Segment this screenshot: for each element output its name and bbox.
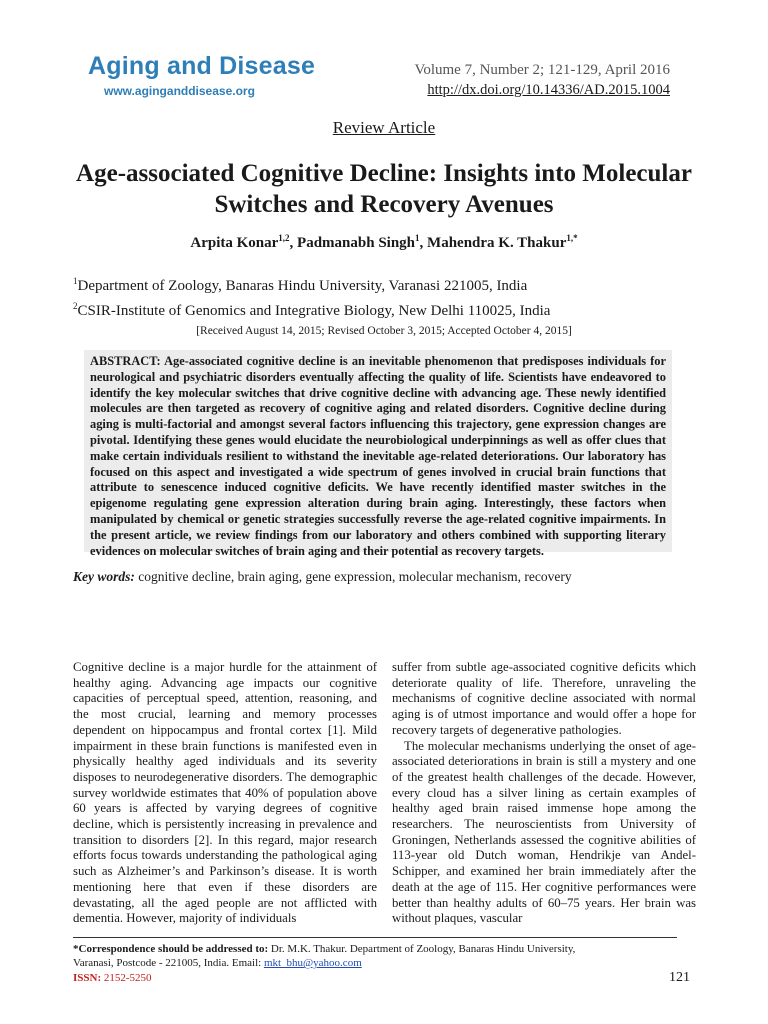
email-link[interactable]: mkt_bhu@yahoo.com — [263, 957, 362, 969]
affiliation-item — [73, 271, 550, 296]
body-paragraph: The molecular mechanisms underlying the onset of age-associated deteriorations in brain is still a mystery and one of the greatest health challenges of the decade. However, every cloud has a silver lining as certain examples of healthy aged brain raised immense hope among the researchers. The neuroscientists from University of Groningen, Netherlands assessed the cognitive abilities of 113-year old Dutch woman, Hendrikje van Andel-Schipper, and examined her brain immediately after the death at the age of 115. Her cognitive performances were better than healthy adults of 60–75 years. Her brain was without plaques, vascular — [392, 738, 696, 926]
journal-url[interactable]: www.aginganddisease.org — [104, 84, 255, 98]
correspondence-label: *Correspondence should be addressed to: — [73, 943, 269, 955]
correspondence-footnote — [73, 942, 673, 970]
author-name: Mahendra K. Thakur — [427, 235, 567, 251]
abstract-box — [84, 350, 672, 558]
body-column-right — [392, 660, 696, 927]
doi-link[interactable]: http://dx.doi.org/10.14336/AD.2015.1004 — [427, 82, 670, 98]
author-affiliation-mark: 1 — [415, 233, 420, 243]
author-separator: , — [289, 235, 298, 251]
authors — [0, 233, 768, 252]
affiliation-text: CSIR-Institute of Genomics and Integrative Biology, New Delhi 110025, India — [77, 303, 551, 319]
page-number: 121 — [669, 970, 690, 985]
body-column-left — [73, 660, 377, 927]
author-affiliation-mark: 1,2 — [278, 233, 290, 243]
issn-value: 2152-5250 — [101, 972, 152, 984]
journal-title: Aging and Disease — [88, 52, 316, 80]
keywords — [73, 569, 572, 585]
volume-line: Volume 7, Number 2; 121-129, April 2016 — [414, 62, 670, 78]
author-name: Arpita Konar — [190, 235, 279, 251]
issn-label: ISSN: — [73, 972, 102, 984]
correspondence-line2: Varanasi, Postcode - 221005, India. Email: — [73, 957, 264, 969]
affiliation-mark: 2 — [73, 301, 78, 311]
author-affiliation-mark: 1,* — [566, 233, 578, 243]
body-paragraph: suffer from subtle age-associated cognitive deficits which deteriorate quality of life. Therefore, unraveling the mechanisms of cognitive decline associated with normal aging is of utmost importance and would offer a hope for recovery targets of degenerative pathologies. — [392, 660, 696, 737]
article-title: Age-associated Cognitive Decline: Insights into Molecular Switches and Recovery Avenues — [76, 160, 692, 218]
affiliations — [73, 271, 550, 321]
author-separator: , — [419, 235, 428, 251]
body-paragraph: Cognitive decline is a major hurdle for the attainment of healthy aging. Advancing age impacts our cognitive capacities of perceptual speed, attention, reasoning, and the most crucial, learning and memory processes dependent on hippocampus and frontal cortex [1]. Mild impairment in these brain functions is manifested even in physically healthy aged individuals and its severity disposes to neurodegenerative disorders. The demographic survey worldwide estimates that 40% of population above 60 years is affected by varying degrees of cognitive decline, which is persistently increasing in prevalence and transition to disorders [2]. In this regard, major research efforts focus towards understanding the pathological aging such as Alzheimer’s and Parkinson’s disease. It is worth mentioning here that even if these disorders are devastating, all the aged people are not afflicted with dementia. However, majority of individuals — [73, 660, 377, 926]
keywords-label: Key words: — [73, 569, 135, 584]
affiliation-item — [73, 296, 550, 321]
issn — [73, 972, 152, 984]
abstract-text: ABSTRACT: Age-associated cognitive decline is an inevitable phenomenon that predisposes individuals for neurological and psychiatric disorders eventually affecting the quality of life. Scientists have endeavored to identify the key molecular switches that drive cognitive decline with advancing age. These newly identified molecules are then targeted as recovery of cognitive aging and related disorders. Cognitive decline during aging is multi-factorial and amongst several factors influencing this trajectory, gene expression changes are pivotal. Identifying these genes would elucidate the neurobiological underpinnings as well as offer clues that make certain individuals resilient to withstand the inevitable age-related deteriorations. Our laboratory has focused on this aspect and investigated a wide spectrum of genes involved in crucial brain functions that attribute to senescence induced cognitive deficits. We have recently identified master switches in the epigenome regulating gene expression alteration during brain aging. Interestingly, these factors when manipulated by chemical or genetic strategies successfully reverse the age-related cognitive impairments. In the present article, we review findings from our laboratory and others combined with supporting literary evidences on molecular switches of brain aging and their potential as recovery targets. — [90, 354, 666, 558]
footnote-rule — [73, 937, 677, 938]
keywords-list: cognitive decline, brain aging, gene expression, molecular mechanism, recovery — [138, 569, 572, 584]
received-dates: [Received August 14, 2015; Revised October 3, 2015; Accepted October 4, 2015] — [196, 325, 572, 337]
affiliation-text: Department of Zoology, Banaras Hindu University, Varanasi 221005, India — [77, 278, 528, 294]
article-type: Review Article — [332, 118, 436, 137]
correspondence-text: Dr. M.K. Thakur. Department of Zoology, Banaras Hindu University, — [268, 943, 576, 955]
author-name: Padmanabh Singh — [297, 235, 416, 251]
affiliation-mark: 1 — [73, 276, 78, 286]
